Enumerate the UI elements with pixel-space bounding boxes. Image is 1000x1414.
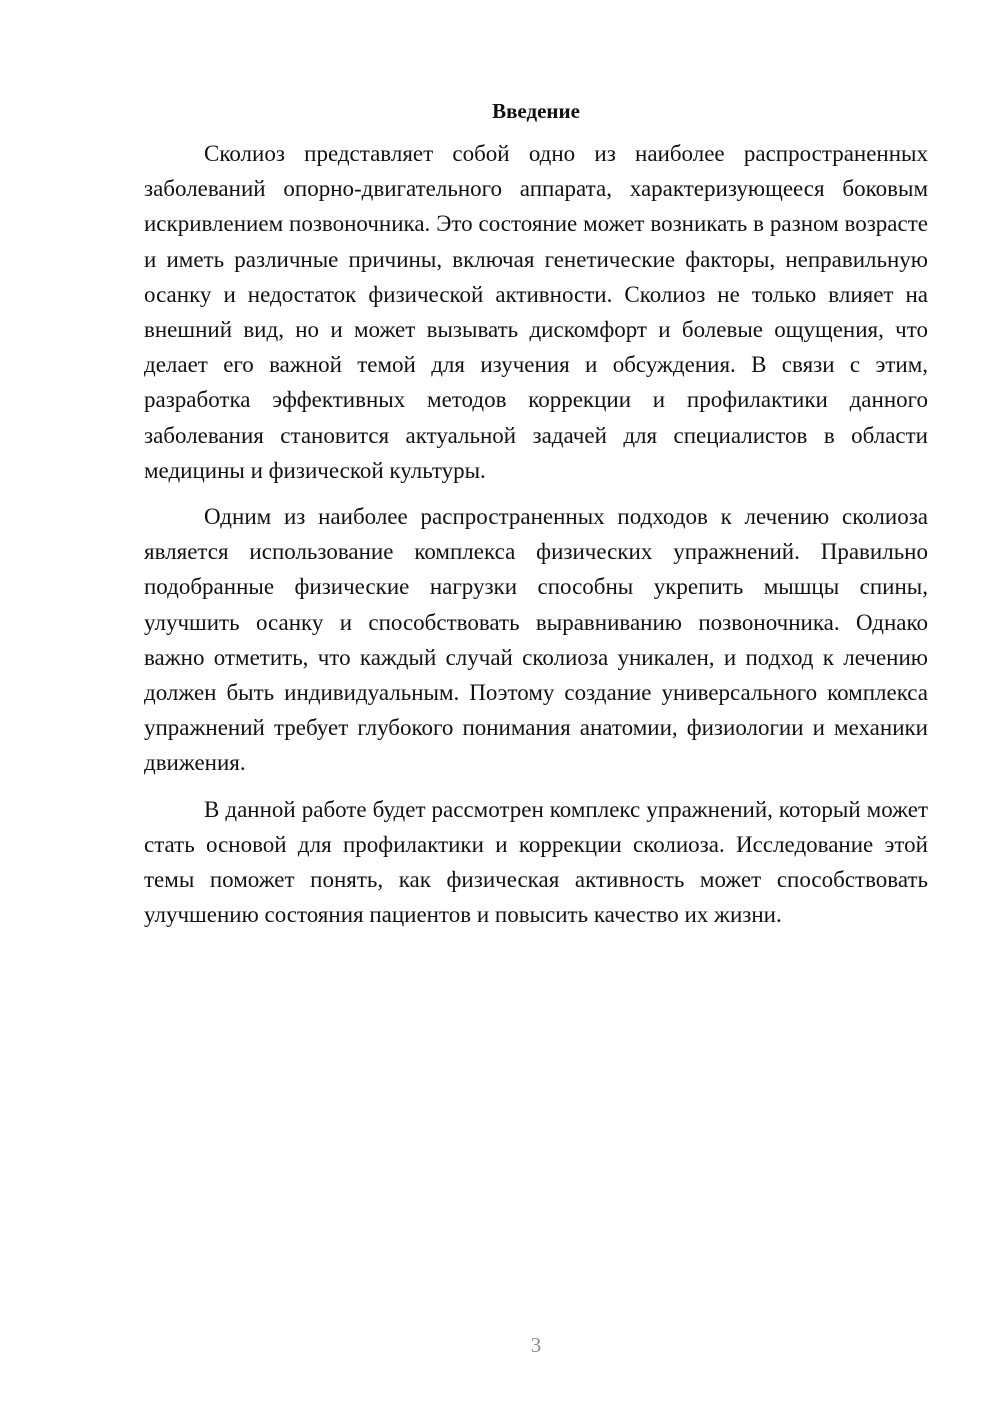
page-number: 3 [530,1333,542,1357]
section-title: Введение [492,99,580,123]
page-content [144,96,928,943]
paragraph-2: Одним из наиболее распространенных подходов к лечению сколиоза является использование комплекса физических упражнений. Правильно подобранные физические нагрузки способны укрепить мышцы спины, улучшить осанку и способствовать выравниванию позвоночника. Однако важно отметить, что каждый случай сколиоза уникален, и подход к лечению должен быть индивидуальным. Поэтому создание универсального комплекса упражнений требует глубокого понимания анатомии, физиологии и механики движения. [144,504,928,776]
paragraph-1: Сколиоз представляет собой одно из наиболее распространенных заболеваний опорно-двигательного аппарата, характеризующееся боковым искривлением позвоночника. Это состояние может возникать в разном возрасте и иметь различные причины, включая генетические факторы, неправильную осанку и недостаток физической активности. Сколиоз не только влияет на внешний вид, но и может вызывать дискомфорт и болевые ощущения, что делает его важной темой для изучения и обсуждения. В связи с этим, разработка эффективных методов коррекции и профилактики данного заболевания становится актуальной задачей для специалистов в области медицины и физической культуры. [144,141,928,483]
paragraph-3: В данной работе будет рассмотрен комплекс упражнений, который может стать основой для профилактики и коррекции сколиоза. Исследование этой темы поможет понять, как физическая активность может способствовать улучшению состояния пациентов и повысить качество их жизни. [144,796,928,928]
